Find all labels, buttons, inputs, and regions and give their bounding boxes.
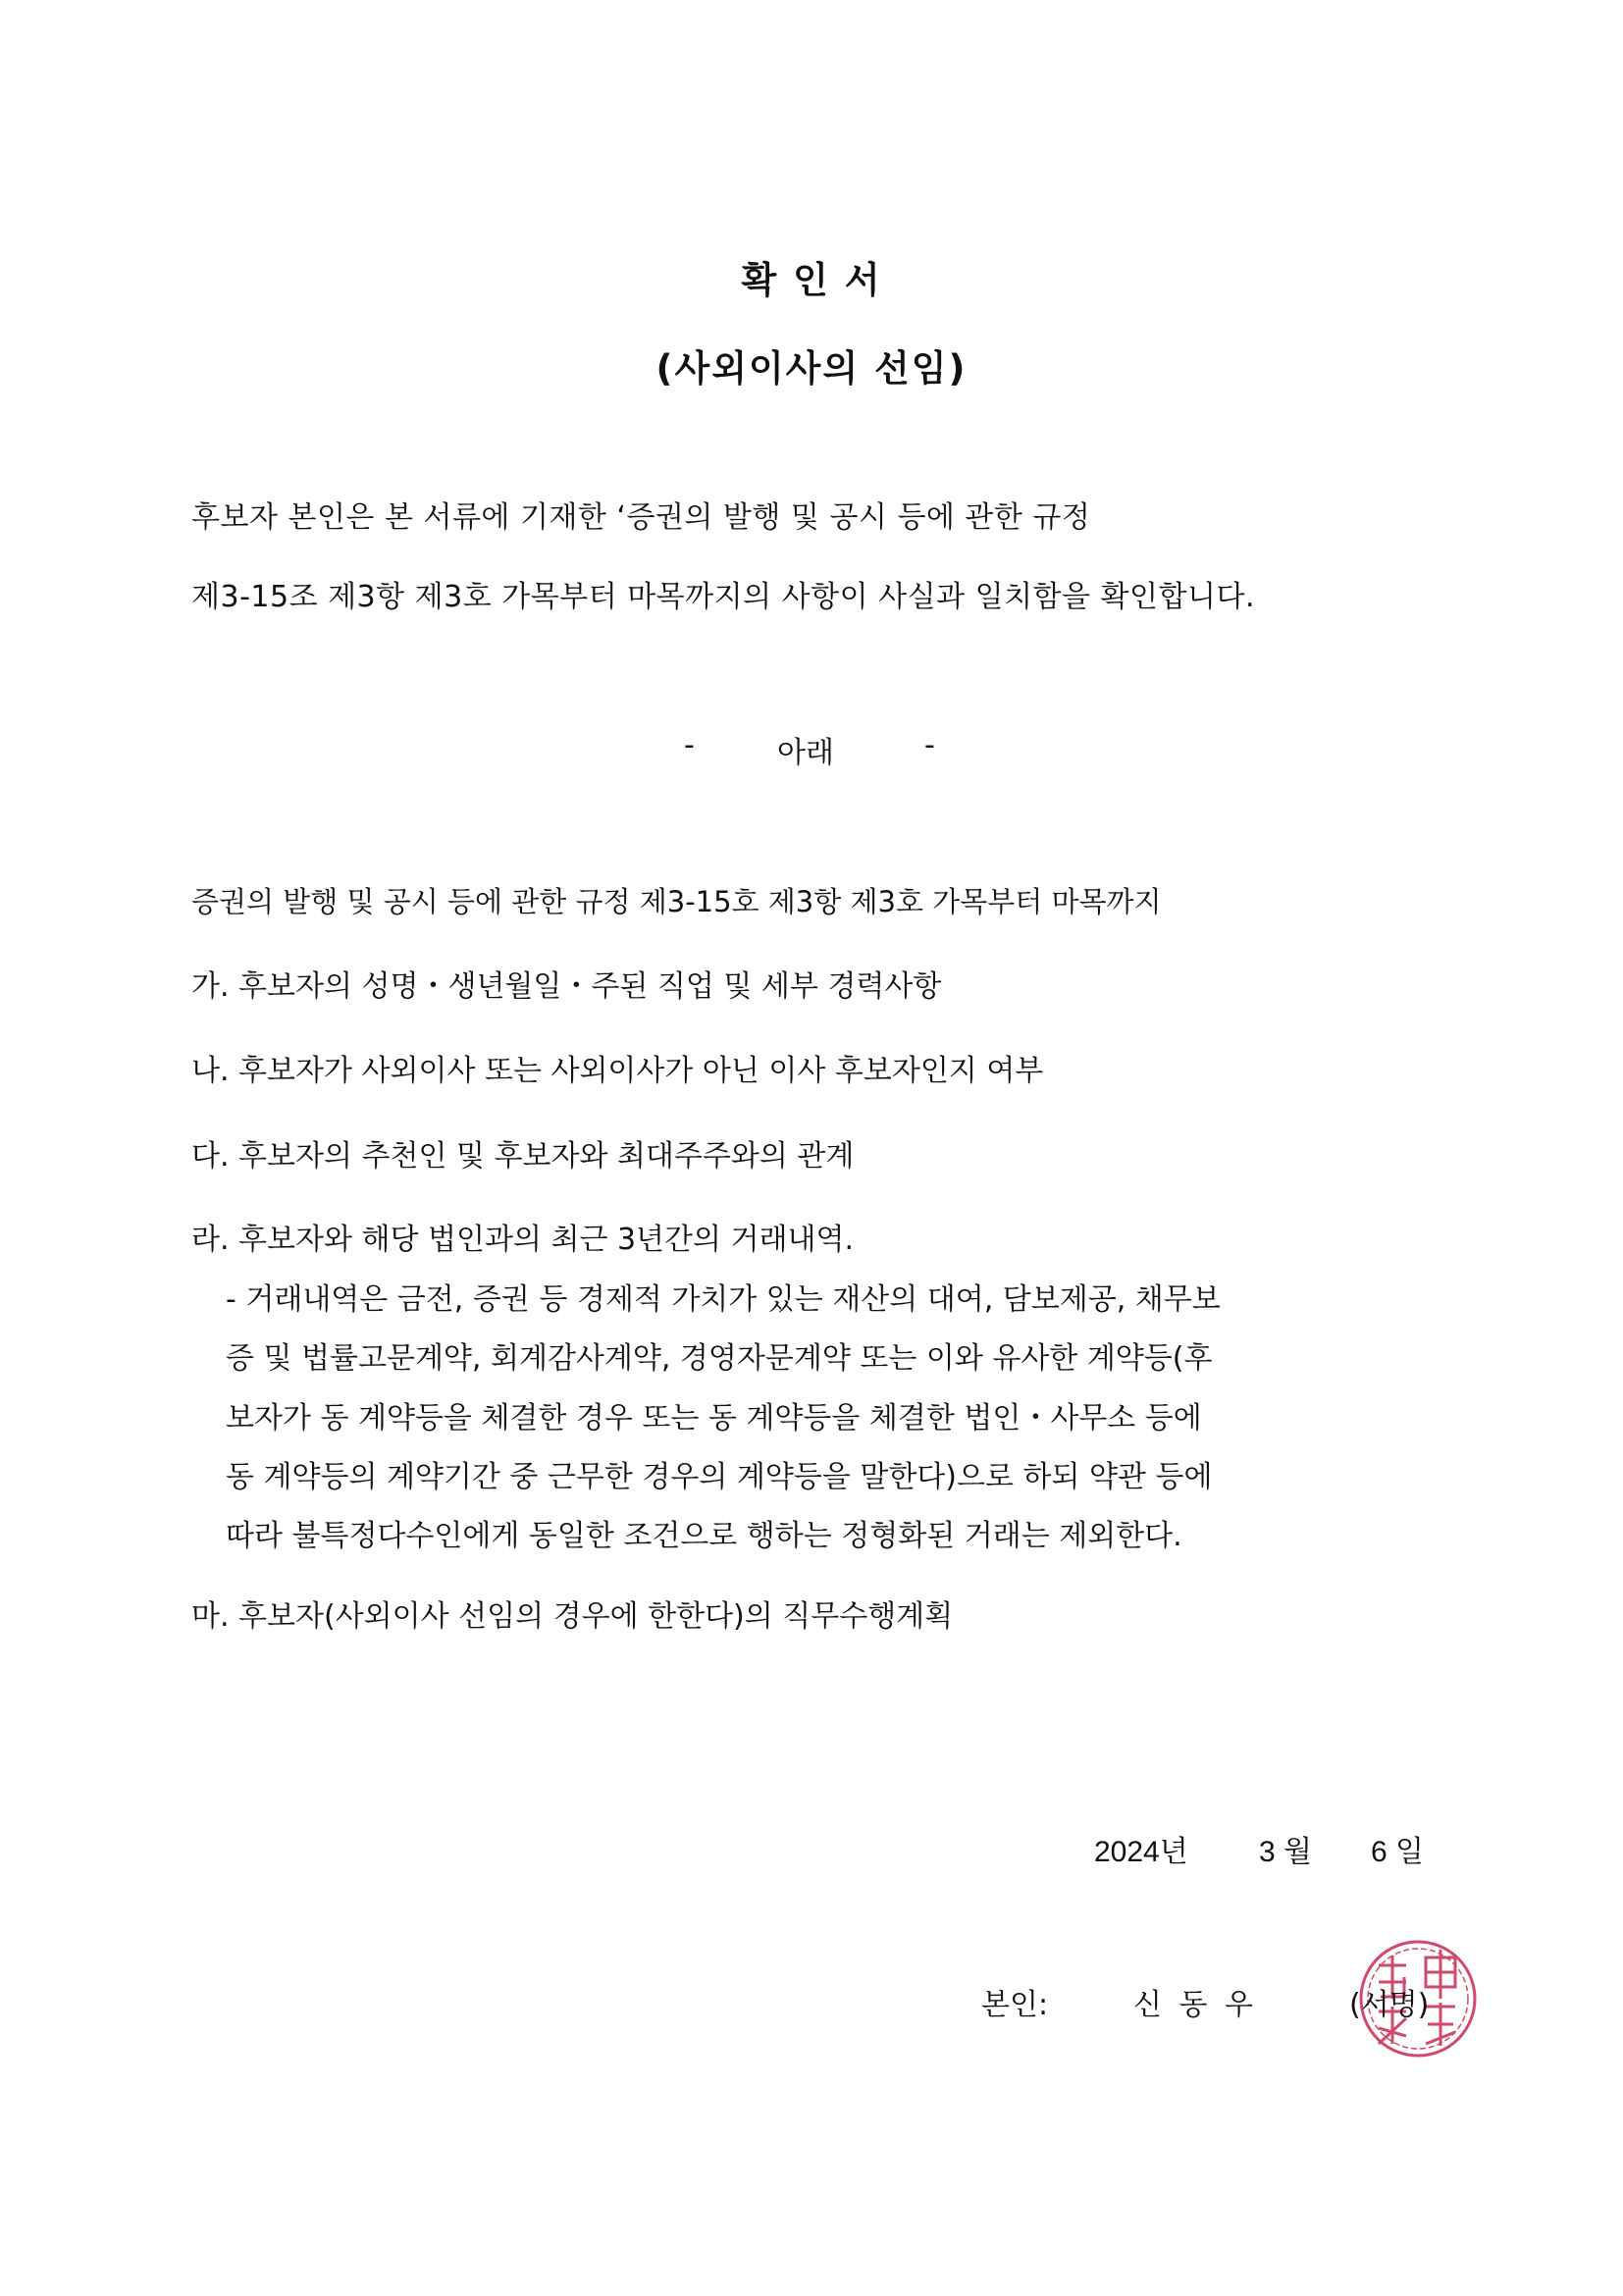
list-item-d: 라. 후보자와 해당 법인과의 최근 3년간의 거래내역. <box>191 1223 854 1257</box>
list-item-b: 나. 후보자가 사외이사 또는 사외이사가 아닌 이사 후보자인지 여부 <box>191 1054 1044 1088</box>
sub-line-5: 따라 불특정다수인에게 동일한 조건으로 행하는 정형화된 거래는 제외한다. <box>226 1519 1182 1553</box>
intro-line-2: 제3-15조 제3항 제3호 가목부터 마목까지의 사항이 사실과 일치함을 확인합니다. <box>191 580 1255 614</box>
below-right-dash: - <box>924 728 935 762</box>
date-month: 3 월 <box>1259 1836 1312 1868</box>
signer-name: 신 동 우 <box>1133 1988 1258 2022</box>
document-subtitle: (사외이사의 선임) <box>655 347 968 390</box>
signature-label: (서명) <box>1349 1988 1430 2022</box>
sub-line-4: 동 계약등의 계약기간 중 근무한 경우의 계약등을 말한다)으로 하되 약관 등에 <box>226 1460 1213 1494</box>
signer-label: 본인: <box>981 1988 1049 2022</box>
sub-line-3: 보자가 동 계약등을 체결한 경우 또는 동 계약등을 체결한 법인・사무소 등에 <box>226 1401 1202 1435</box>
list-item-c: 다. 후보자의 추천인 및 후보자와 최대주주와의 관계 <box>191 1139 855 1174</box>
date-year: 2024년 <box>1094 1836 1188 1868</box>
below-label: 아래 <box>777 736 834 770</box>
list-item-e: 마. 후보자(사외이사 선임의 경우에 한한다)의 직무수행계획 <box>191 1599 954 1634</box>
document-title: 확 인 서 <box>741 259 882 301</box>
list-header: 증권의 발행 및 공시 등에 관한 규정 제3-15호 제3항 제3호 가목부터 마목까지 <box>191 885 1162 918</box>
date-day: 6 일 <box>1371 1836 1424 1868</box>
list-item-a: 가. 후보자의 성명・생년월일・주된 직업 및 세부 경력사항 <box>191 969 942 1004</box>
sub-line-2: 증 및 법률고문계약, 회계감사계약, 경영자문계약 또는 이와 유사한 계약등(후 <box>226 1341 1213 1376</box>
below-left-dash: - <box>684 728 695 762</box>
sub-line-1: - 거래내역은 금전, 증권 등 경제적 가치가 있는 재산의 대여, 담보제공, 채무보 <box>226 1282 1221 1317</box>
intro-line-1: 후보자 본인은 본 서류에 기재한 ‘증권의 발행 및 공시 등에 관한 규정 <box>191 500 1091 535</box>
